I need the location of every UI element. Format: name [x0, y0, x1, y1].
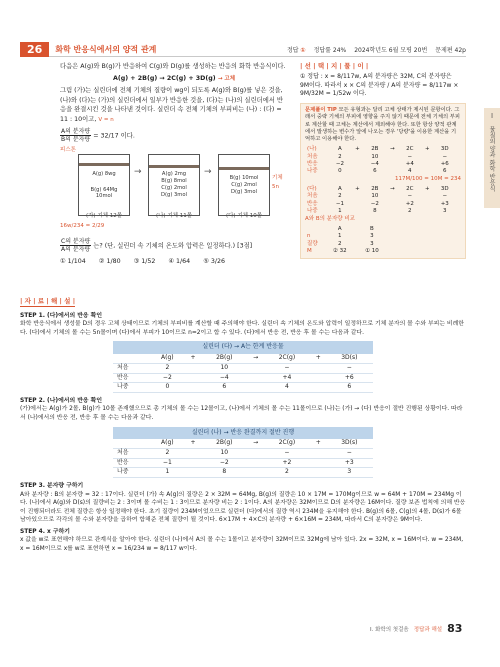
table-cell: +2 [263, 458, 311, 468]
table-cell: + [424, 146, 430, 153]
table-cell: 4 [263, 383, 311, 393]
question-number: 26 [20, 42, 49, 57]
table-cell: −2 [200, 458, 248, 468]
chapter-side-tab [484, 108, 500, 208]
source-info: 2024학년도 6월 모평 20번 [354, 46, 428, 54]
table-cell: ① 10 [365, 248, 379, 254]
table-cell [186, 458, 201, 468]
table-cell: 8 [373, 208, 377, 215]
question-body [60, 62, 288, 266]
table-cell [420, 154, 435, 161]
mini-table-row [305, 201, 455, 208]
table-cell: 4 [408, 168, 412, 175]
table-row [113, 363, 373, 373]
table-cell: 2B [371, 146, 379, 153]
cylinder-da [218, 154, 270, 216]
mini-table-compare [305, 226, 385, 256]
piston-label: 피스톤 [60, 146, 76, 153]
table-cell: 처음 [113, 449, 149, 459]
cylinder-ga [78, 154, 130, 216]
na-gas-a: A(g) 2mg [161, 170, 187, 177]
mini-note: 117M/100 = 10M = 234 [394, 175, 461, 182]
table-cell: 2 [408, 208, 412, 215]
table-cell: +6 [326, 373, 373, 383]
table-cell: 나중 [113, 468, 149, 478]
table-cell: 2 [338, 240, 342, 247]
table-cell: −4 [200, 373, 248, 383]
table-cell: 3D [440, 146, 449, 153]
table-cell [311, 363, 326, 373]
table-cell: A [338, 186, 342, 193]
piston-na [149, 165, 199, 168]
table-cell [350, 193, 365, 200]
question-intro: 다음은 A(g)와 B(g)가 반응하여 C(g)와 D(g)를 생성하는 반응의 화학 반응식이다. [60, 63, 286, 70]
table-cell [248, 363, 263, 373]
table-cell: 2B(g) [200, 354, 248, 364]
reaction-table-na-caption: 실린더 (나) → 반응 완결까지 절반 진행 [113, 427, 373, 440]
table-cell [350, 168, 365, 175]
table-cell [248, 458, 263, 468]
table-cell [186, 363, 201, 373]
caption-ga: (가) 기체 12몰 [85, 212, 123, 219]
na-gas-d: D(g) 3mol [161, 191, 187, 198]
table-cell: +6 [440, 161, 449, 168]
table-cell [186, 373, 201, 383]
table-cell: +3 [326, 458, 373, 468]
na-gas-c: C(g) 2mol [161, 184, 187, 191]
table-cell [248, 449, 263, 459]
table-cell: 6 [373, 168, 377, 175]
explanation-heading: | 선 | 택 | 지 | 풀 | 이 | [300, 62, 369, 70]
table-cell [350, 201, 365, 208]
rate-info [314, 45, 347, 54]
table-cell: 2 [338, 193, 342, 200]
table-cell: −1 [335, 200, 344, 207]
table-cell: + [355, 186, 360, 193]
table-cell: 2B(g) [200, 439, 248, 449]
table-cell [420, 201, 435, 208]
table-cell: (다) [307, 186, 317, 193]
table-cell: 반응 [113, 373, 149, 383]
table-cell [311, 449, 326, 459]
table-cell [350, 161, 365, 168]
table-cell: 반응 [307, 161, 318, 168]
table-cell: 8 [200, 468, 248, 478]
table-row [113, 449, 373, 459]
table-cell: 2 [149, 449, 186, 459]
ratio-value: = 32/17 이다. [93, 132, 135, 140]
table-cell: 처음 [307, 193, 318, 200]
table-cell: − [442, 153, 448, 160]
question-meta [287, 45, 466, 54]
table-cell: 6 [443, 168, 447, 175]
answer-info [287, 45, 306, 54]
table-cell: 10 [200, 363, 248, 373]
table-cell: 0 [149, 383, 186, 393]
table-cell: +4 [263, 373, 311, 383]
table-cell: 2 [263, 468, 311, 478]
piston-ga [79, 163, 129, 166]
table-cell: 2 [149, 363, 186, 373]
table-cell [305, 226, 327, 233]
table-cell: 1 [338, 208, 342, 215]
table-cell: 2 [338, 153, 342, 160]
table-cell [420, 161, 435, 168]
choice-2: ② 1/80 [98, 257, 121, 265]
table-cell: n [307, 233, 311, 240]
mini-table-row [305, 208, 455, 215]
table-cell [420, 193, 435, 200]
table-cell: 10 [371, 153, 379, 160]
table-cell: → [248, 354, 263, 364]
mini-table-row [305, 186, 455, 193]
rate-value: 24% [332, 46, 347, 54]
answer-value: ① [300, 46, 306, 54]
table-cell [113, 439, 149, 449]
table-cell: 나중 [113, 383, 149, 393]
choice-explanation [300, 62, 466, 259]
ask-denominator: A의 분자량 [61, 245, 91, 253]
table-cell: 처음 [307, 153, 318, 160]
mini-table-row [305, 233, 385, 240]
table-row [113, 458, 373, 468]
da-gas-c: C(g) 2mol [231, 181, 257, 188]
table-cell: 2C [406, 186, 414, 193]
table-cell: A(g) [149, 354, 186, 364]
gas-b-label: B(g) 64Mg 10mol [90, 186, 118, 200]
da-gas-d: D(g) 3mol [231, 188, 257, 195]
left-note: 16w/234 = 2/29 [60, 222, 105, 229]
table-cell: 3 [370, 240, 374, 247]
caption-da: (다) 기체 10몰 [225, 212, 263, 219]
piston-da [219, 167, 269, 170]
table-cell [311, 458, 326, 468]
table-cell: 3 [370, 233, 374, 240]
choice-1: ① 1/104 [60, 257, 86, 265]
table-cell [311, 373, 326, 383]
answer-label: 정답 [286, 46, 299, 54]
conditions-note: V = n [98, 116, 114, 123]
da-gas-b: B(g) 10mol [229, 174, 259, 181]
table-cell: 6 [200, 383, 248, 393]
table-cell: → [390, 186, 395, 193]
na-gas-b: B(g) 8mol [161, 177, 187, 184]
table-cell [113, 354, 149, 364]
table-cell [385, 208, 400, 215]
table-cell: − [326, 363, 373, 373]
conditions-text: 그림 (가)는 실린더에 전체 기체의 질량이 wg이 되도록 A(g)와 B(g)를 넣은 것을, (나)와 (다)는 (가)의 실린더에서 일부가 반응한 것을, (다)는 (나)의 실린더에서 반응을 완결시킨 것을 나타낸 것이다. 실린더 속 전체 기체의 부피비는 (나) : (다) = 11 : 10이고, [60, 87, 283, 123]
da-note: 기체 5n [272, 174, 283, 191]
mini-table-da [305, 186, 455, 216]
table-cell: → [390, 146, 395, 153]
table-cell [350, 154, 365, 161]
table-cell [311, 383, 326, 393]
reaction-table-da [113, 341, 373, 392]
reaction-table-da-caption: 실린더 (다) → A는 한계 반응물 [113, 341, 373, 354]
table-cell: 처음 [113, 363, 149, 373]
ask-text: 는? (단, 실린더 속 기체의 온도와 압력은 일정하다.) [3점] [93, 242, 253, 250]
book-info [435, 45, 466, 54]
table-cell [311, 468, 326, 478]
mini-table-row [305, 241, 385, 248]
table-cell: 나중 [307, 168, 318, 175]
choice-3: ③ 1/52 [133, 257, 156, 265]
table-cell [248, 373, 263, 383]
table-cell [420, 208, 435, 215]
mini-table-row [305, 161, 455, 168]
table-cell [385, 161, 400, 168]
mass-ratio-fraction [60, 128, 91, 143]
table-cell: + [311, 354, 326, 364]
cylinder-figure [60, 146, 288, 234]
table-cell: −4 [370, 161, 379, 168]
table-cell: 2B [371, 186, 379, 193]
step-3-title: STEP 3. 분자량 구하기 [20, 482, 84, 489]
table-cell: 2C(g) [263, 439, 311, 449]
step-3-text: A와 분자량 : B의 분자량 = 32 : 17이다. 실린더 (가) 속 A(g)의 질량은 2 × 32M = 64Mg, B(g)의 질량은 10 × 17M = 170Mg이므로 w = 64M + 170M = 234Mg 이다. (나)에서 A(g)와 D(s)의 질량비는 2 : 3이며 몰 수비는 1 : 3이므로 분자량 비는 2 : 1이다. A의 분자량은 32M이므로 D의 분자량은 16M이다. 질량 보존 법칙에 의해 반응이 진행되더라도 전체 질량은 항상 일정해야 한다. 초기 질량이 234M이었으므로 실린더 (다)에서의 질량 역시 234M을 유지해야 한다. B(g)의 6몰, C(g)의 4몰, D(s)가 6몰 남아있으므로 각각의 몰 수와 분자량을 곱하여 합해준 전체 질량이 될 것이다. 6×17M + 4×C의 분자량 + 6×16M = 234M, 따라서 C의 분자량은 9M이다. [20, 491, 466, 524]
reaction-table-na [113, 427, 373, 478]
book-label: 문제편 [435, 46, 453, 54]
cylinder-na [148, 154, 200, 216]
table-cell: − [442, 193, 448, 200]
table-cell: A(g) [149, 439, 186, 449]
reaction-equation [60, 74, 288, 85]
footer-label: 정답과 해설 [413, 626, 443, 633]
table-cell: 반응 [113, 458, 149, 468]
ask-fraction [60, 238, 91, 253]
table-cell: → [248, 439, 263, 449]
answer-choices [60, 257, 288, 267]
book-page: 42p [454, 46, 466, 54]
table-row [113, 354, 373, 364]
step-4-title: STEP 4. x 구하기 [20, 528, 70, 535]
table-cell [385, 168, 400, 175]
mass-ratio [60, 128, 288, 143]
table-cell: A [338, 146, 342, 153]
table-cell [385, 201, 400, 208]
table-cell: + [355, 146, 360, 153]
table-cell [186, 383, 201, 393]
table-cell: 3 [326, 468, 373, 478]
table-cell: 3D [440, 186, 449, 193]
table-row [113, 468, 373, 478]
tip-box [300, 103, 466, 259]
choice-5: ⑤ 3/26 [203, 257, 225, 265]
page-number: 83 [447, 622, 463, 635]
choice-4: ④ 1/64 [168, 257, 191, 265]
rate-label: 정답률 [313, 46, 331, 54]
table-cell: −1 [149, 458, 186, 468]
gas-a-label: A(g) 8wg [92, 170, 116, 177]
table-cell: B [370, 225, 374, 232]
table-cell: − [263, 363, 311, 373]
table-cell: +2 [405, 200, 414, 207]
table-cell: − [407, 153, 413, 160]
table-cell [248, 383, 263, 393]
table-row [113, 373, 373, 383]
question-title: 화학 반응식에서의 양적 관계 [55, 44, 157, 54]
table-cell: 1 [338, 233, 342, 240]
table-cell: ② 32 [332, 248, 347, 254]
question-header [20, 42, 466, 57]
table-cell: + [424, 186, 430, 193]
arrow-1: → [134, 166, 142, 177]
step-2-title: STEP 2. (나)에서의 반응 확인 [20, 397, 103, 404]
page-footer [370, 622, 462, 635]
explanation-line-1: ① 정답 : x = 8/117w, A의 분자량은 32M, C의 분자량은 [300, 72, 452, 80]
mini-table-row [305, 168, 455, 175]
step-1-title: STEP 1. (다)에서의 반응 확인 [20, 312, 103, 319]
step-2-text: (가)에서는 A(g)가 2몰, B(g)가 10몰 존재했으므로 총 기체의 몰 수는 12몰이고, (나)에서 기체의 몰 수는 11몰이므로 (나)는 (가) → (다) 반응이 절반 진행된 상황이다. 따라서 (나)에서의 반응 전, 반응 후 몰 수는 다음과 같다. [20, 406, 463, 421]
table-cell: 3 [443, 208, 447, 215]
equation-text: A(g) + 2B(g) → 2C(g) + 3D(g) [112, 74, 216, 82]
ratio-denominator: B의 분자량 [61, 135, 91, 143]
mini3-heading: A와 B의 분자량 비교 [305, 215, 355, 222]
table-cell: 0 [338, 168, 342, 175]
table-cell [186, 449, 201, 459]
table-row [113, 383, 373, 393]
question-conditions [60, 86, 288, 125]
tip-label: 문제풀이 TIP [305, 107, 337, 114]
table-cell [385, 154, 400, 161]
table-cell: − [407, 193, 413, 200]
solution-section [20, 297, 466, 554]
table-cell: 3D(s) [326, 354, 373, 364]
table-cell [420, 168, 435, 175]
mini-table-row [305, 226, 385, 233]
table-cell: 2C [406, 146, 414, 153]
table-cell: 나중 [307, 208, 318, 215]
table-cell: − [326, 449, 373, 459]
table-cell: −2 [370, 200, 379, 207]
table-cell: A [337, 225, 342, 232]
table-cell [350, 208, 365, 215]
table-cell: 반응 [307, 200, 318, 207]
table-cell [186, 468, 201, 478]
explanation-line-2: 9M이다. 따라서 x × C의 분자량 / A의 분자량 = 8/117w × 9M/32M = 1/52w 이다. [300, 81, 459, 98]
caption-na: (나) 기체 11몰 [155, 212, 193, 219]
equation-note: → 고체 [217, 75, 236, 82]
chapter-title: 물질의 양과 화학 반응식 [488, 126, 495, 192]
table-cell: 10 [200, 449, 248, 459]
table-cell: 2C(g) [263, 354, 311, 364]
table-cell [248, 468, 263, 478]
question-ask [60, 238, 288, 253]
mini-table-row [305, 146, 455, 153]
table-cell: + [311, 439, 326, 449]
mini-table-na [305, 146, 455, 176]
table-cell: −2 [335, 161, 344, 168]
table-cell: 1 [149, 468, 186, 478]
mini-table-row [305, 248, 385, 255]
table-cell: +3 [440, 200, 449, 207]
step-1-text: 화학 반응식에서 생성물 D의 경우 고체 상태이므로 기체의 부피비를 계산할 때 주의해야 한다. 실린더 속 기체의 온도와 압력이 일정하므로 기체 분자의 몰 수와 부피는 비례한다. (다)에서 기체의 몰 수는 5n몰이며 (다)에서 부피가 10이므로 n=2이고 합 수 있다. (다)에서 반응 전, 반응 후 몰 수는 다음과 같다. [20, 321, 464, 336]
table-cell: + [186, 354, 201, 364]
table-cell: 질량 [307, 240, 318, 247]
chapter-number: I [490, 112, 494, 120]
table-cell: 3D(s) [326, 439, 373, 449]
mini-table-row [305, 154, 455, 161]
step-4-text: x 값을 w로 표현해야 하므로 관계식을 알아야 한다. 실린더 (나)에서 A의 몰 수는 1몰이고 분자량이 32M이므로 32Mg에 남아 있다. 2x = 32M, x = 16M이다. w = 234M, x = 16M이므로 x를 w로 표현하면 x = 16/234 w = 8/117 w이다. [20, 537, 464, 553]
table-cell: (나) [307, 146, 317, 153]
solution-heading: | 자 | 료 | 해 | 설 | [20, 297, 76, 305]
arrow-2: → [204, 166, 212, 177]
table-cell: − [263, 449, 311, 459]
table-row [113, 439, 373, 449]
ask-numerator: C의 분자량 [61, 237, 91, 245]
footer-chapter: I. 화학의 첫걸음 [370, 626, 409, 633]
table-cell: M [307, 248, 312, 254]
table-cell: + [186, 439, 201, 449]
table-cell: 10 [371, 193, 379, 200]
ratio-numerator: A의 분자량 [61, 127, 91, 135]
tip-text: 모든 유형과는 달리 고체 상태가 제시된 문항이다. 그래서 중략 기체의 부피에 영향을 주지 않기 때문에 전체 기체의 부피로 계산할 때 고체는 계산에서 제외해야 한다. 또한 항상 양적 관계에서 발생하는 변수가 앞에 나오는 경우 '당량'을 이용한 계산을 기억하고 이용해야 한다. [305, 107, 460, 142]
table-cell [385, 193, 400, 200]
table-cell: 6 [326, 383, 373, 393]
table-cell: +4 [405, 161, 414, 168]
table-cell: −2 [149, 373, 186, 383]
mini-table-row [305, 193, 455, 200]
